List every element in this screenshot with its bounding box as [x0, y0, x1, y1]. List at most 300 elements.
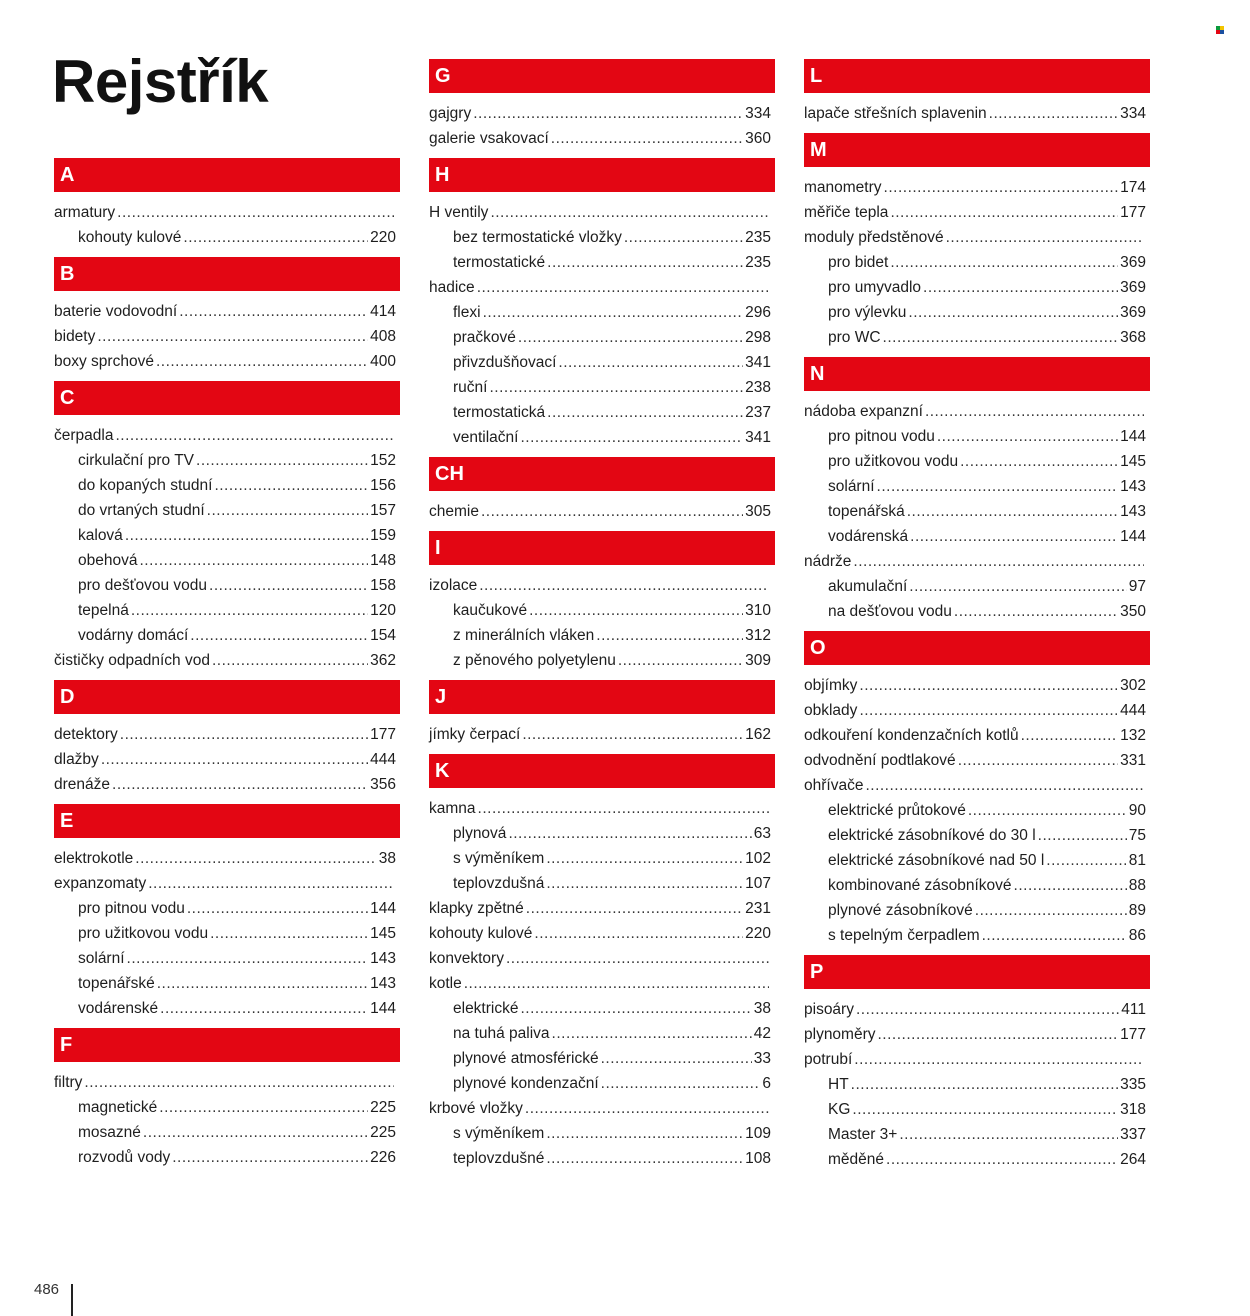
dot-leader — [112, 772, 368, 797]
index-entry — [429, 946, 775, 971]
index-entry — [429, 896, 775, 921]
dot-leader — [546, 1146, 743, 1171]
entry-label: HT — [828, 1076, 849, 1093]
entry-page-number: 143 — [1120, 478, 1146, 495]
entry-label: krbové vložky — [429, 1100, 523, 1117]
dot-leader — [923, 275, 1118, 300]
dot-leader — [518, 325, 743, 350]
dot-leader — [483, 300, 744, 325]
dot-leader — [854, 1047, 1144, 1072]
entry-label: kohouty kulové — [78, 229, 182, 246]
entry-label: plynové atmosférické — [453, 1050, 599, 1067]
entry-page-number: 102 — [745, 850, 771, 867]
index-subentry — [429, 1046, 775, 1071]
entry-label: detektory — [54, 726, 118, 743]
entry-label: kalová — [78, 527, 123, 544]
dot-leader — [937, 424, 1118, 449]
dot-leader — [618, 648, 743, 673]
index-entry — [804, 175, 1150, 200]
entry-label: teplovzdušná — [453, 875, 545, 892]
entry-label: drenáže — [54, 776, 111, 793]
dot-leader — [139, 548, 368, 573]
entry-label: baterie vodovodní — [54, 303, 178, 320]
dot-leader — [479, 573, 769, 598]
section-letter-heading: J — [429, 680, 775, 714]
index-section-ch — [429, 457, 775, 524]
dot-leader — [960, 449, 1118, 474]
index-subentry — [804, 923, 1150, 948]
entry-label: filtry — [54, 1074, 83, 1091]
index-entry — [429, 722, 775, 747]
entry-page-number: 312 — [745, 627, 771, 644]
index-entry — [54, 747, 400, 772]
entry-label: magnetické — [78, 1099, 158, 1116]
entry-label: izolace — [429, 577, 478, 594]
entry-label: pro umyvadlo — [828, 279, 922, 296]
index-entry — [804, 748, 1150, 773]
index-entry — [429, 1096, 775, 1121]
entry-page-number: 298 — [745, 329, 771, 346]
entry-page-number: 145 — [370, 925, 396, 942]
entry-label: odvodnění podtlakové — [804, 752, 956, 769]
dot-leader — [506, 946, 769, 971]
entry-page-number: 90 — [1128, 802, 1146, 819]
entry-page-number: 309 — [745, 652, 771, 669]
dot-leader — [975, 898, 1127, 923]
entry-page-number: 6 — [762, 1075, 771, 1092]
entry-label: rozvodů vody — [78, 1149, 171, 1166]
index-subentry — [429, 400, 775, 425]
dot-leader — [143, 1120, 368, 1145]
index-entry — [54, 871, 400, 896]
dot-leader — [120, 722, 368, 747]
entry-label: ohřívače — [804, 777, 864, 794]
index-subentry — [429, 425, 775, 450]
page-number: 486 — [34, 1281, 60, 1298]
entry-page-number: 318 — [1120, 1101, 1146, 1118]
dot-leader — [601, 1071, 761, 1096]
entry-label: elektrické zásobníkové do 30 l — [828, 827, 1036, 844]
entry-page-number: 75 — [1128, 827, 1146, 844]
entry-label: teplovzdušné — [453, 1150, 545, 1167]
index-entry — [804, 673, 1150, 698]
index-section-e — [54, 804, 400, 1021]
entry-page-number: 154 — [370, 627, 396, 644]
entry-page-number: 331 — [1120, 752, 1146, 769]
index-subentry — [804, 474, 1150, 499]
entry-label: hadice — [429, 279, 475, 296]
dot-leader — [890, 200, 1118, 225]
index-section-c — [54, 381, 400, 673]
dot-leader — [1046, 848, 1126, 873]
entry-page-number: 238 — [745, 379, 771, 396]
dot-leader — [214, 473, 368, 498]
dot-leader — [551, 126, 743, 151]
index-entry — [54, 299, 400, 324]
entry-label: armatury — [54, 204, 116, 221]
dot-leader — [1038, 823, 1127, 848]
entry-page-number: 310 — [745, 602, 771, 619]
entry-page-number: 414 — [370, 303, 396, 320]
entry-page-number: 334 — [745, 105, 771, 122]
entry-label: pro pitnou vodu — [828, 428, 935, 445]
entry-page-number: 334 — [1120, 105, 1146, 122]
dot-leader — [125, 523, 368, 548]
entry-page-number: 158 — [370, 577, 396, 594]
dot-leader — [958, 748, 1118, 773]
dot-leader — [982, 923, 1127, 948]
index-column-1 — [54, 158, 400, 1177]
entry-page-number: 411 — [1121, 1001, 1146, 1018]
index-entry — [429, 275, 775, 300]
index-subentry — [429, 325, 775, 350]
index-entry — [804, 101, 1150, 126]
dot-leader — [910, 524, 1118, 549]
entry-label: konvektory — [429, 950, 504, 967]
dot-leader — [852, 1097, 1118, 1122]
index-subentry — [54, 225, 400, 250]
dot-leader — [190, 623, 368, 648]
dot-leader — [558, 350, 743, 375]
dot-leader — [624, 225, 743, 250]
entry-label: elektrokotle — [54, 850, 134, 867]
dot-leader — [884, 175, 1119, 200]
entry-page-number: 157 — [370, 502, 396, 519]
entry-page-number: 225 — [370, 1099, 396, 1116]
entry-label: H ventily — [429, 204, 489, 221]
entry-page-number: 177 — [1120, 204, 1146, 221]
dot-leader — [183, 225, 368, 250]
entry-page-number: 174 — [1120, 179, 1146, 196]
index-entry — [804, 698, 1150, 723]
entry-label: do vrtaných studní — [78, 502, 205, 519]
index-subentry — [429, 350, 775, 375]
entry-label: odkouření kondenzačních kotlů — [804, 727, 1019, 744]
index-subentry — [429, 623, 775, 648]
index-subentry — [804, 250, 1150, 275]
entry-page-number: 108 — [745, 1150, 771, 1167]
index-subentry — [54, 523, 400, 548]
index-entry — [429, 573, 775, 598]
dot-leader — [859, 698, 1118, 723]
entry-label: plynové zásobníkové — [828, 902, 973, 919]
dot-leader — [601, 1046, 752, 1071]
index-subentry — [54, 946, 400, 971]
entry-label: potrubí — [804, 1051, 853, 1068]
dot-leader — [534, 921, 743, 946]
entry-label: vodárenská — [828, 528, 909, 545]
entry-page-number: 341 — [745, 429, 771, 446]
dot-leader — [546, 871, 743, 896]
entry-label: čističky odpadních vod — [54, 652, 210, 669]
dot-leader — [865, 773, 1144, 798]
entry-page-number: 337 — [1120, 1126, 1146, 1143]
entry-label: pro užitkovou vodu — [828, 453, 959, 470]
entry-page-number: 86 — [1128, 927, 1146, 944]
index-entry — [804, 1022, 1150, 1047]
entry-label: topenářské — [78, 975, 155, 992]
dot-leader — [157, 971, 368, 996]
index-section-g — [429, 59, 775, 151]
section-letter-heading: E — [54, 804, 400, 838]
entry-page-number: 81 — [1128, 852, 1146, 869]
index-section-h — [429, 158, 775, 450]
section-letter-heading: B — [54, 257, 400, 291]
entry-page-number: 264 — [1120, 1151, 1146, 1168]
index-subentry — [804, 499, 1150, 524]
dot-leader — [856, 997, 1119, 1022]
index-subentry — [804, 898, 1150, 923]
dot-leader — [968, 798, 1127, 823]
section-letter-heading: F — [54, 1028, 400, 1062]
entry-page-number: 38 — [753, 1000, 771, 1017]
entry-page-number: 42 — [753, 1025, 771, 1042]
dot-leader — [172, 1145, 368, 1170]
dot-leader — [1014, 873, 1127, 898]
index-entry — [429, 796, 775, 821]
index-subentry — [804, 599, 1150, 624]
section-letter-heading: D — [54, 680, 400, 714]
index-entry — [54, 648, 400, 673]
entry-label: solární — [78, 950, 125, 967]
entry-page-number: 144 — [370, 900, 396, 917]
index-subentry — [804, 1072, 1150, 1097]
index-entry — [54, 846, 400, 871]
entry-page-number: 132 — [1120, 727, 1146, 744]
index-subentry — [429, 1121, 775, 1146]
entry-page-number: 97 — [1128, 578, 1146, 595]
section-letter-heading: L — [804, 59, 1150, 93]
dot-leader — [520, 996, 751, 1021]
index-entry — [804, 723, 1150, 748]
section-letter-heading: C — [54, 381, 400, 415]
dot-leader — [207, 498, 368, 523]
entry-page-number: 145 — [1120, 453, 1146, 470]
index-subentry — [54, 1120, 400, 1145]
entry-page-number: 63 — [753, 825, 771, 842]
index-section-b — [54, 257, 400, 374]
index-subentry — [429, 1021, 775, 1046]
index-subentry — [54, 573, 400, 598]
entry-label: nádoba expanzní — [804, 403, 923, 420]
entry-label: plynové kondenzační — [453, 1075, 599, 1092]
entry-page-number: 350 — [1120, 603, 1146, 620]
index-section-l — [804, 59, 1150, 126]
index-subentry — [54, 548, 400, 573]
index-section-n — [804, 357, 1150, 624]
dot-leader — [473, 101, 743, 126]
entry-label: čerpadla — [54, 427, 114, 444]
section-letter-heading: O — [804, 631, 1150, 665]
index-entry — [804, 773, 1150, 798]
entry-page-number: 177 — [370, 726, 396, 743]
dot-leader — [101, 747, 368, 772]
index-subentry — [804, 1122, 1150, 1147]
entry-page-number: 444 — [370, 751, 396, 768]
dot-leader — [526, 896, 743, 921]
index-entry — [429, 126, 775, 151]
index-subentry — [429, 648, 775, 673]
dot-leader — [547, 400, 743, 425]
entry-page-number: 38 — [378, 850, 396, 867]
index-subentry — [54, 896, 400, 921]
dot-leader — [546, 1121, 743, 1146]
dot-leader — [209, 573, 368, 598]
dot-leader — [883, 325, 1119, 350]
dot-leader — [552, 1021, 752, 1046]
index-subentry — [429, 871, 775, 896]
entry-label: plynoměry — [804, 1026, 876, 1043]
section-letter-heading: G — [429, 59, 775, 93]
dot-leader — [477, 275, 769, 300]
dot-leader — [187, 896, 368, 921]
index-section-d — [54, 680, 400, 797]
entry-label: pisoáry — [804, 1001, 854, 1018]
entry-label: solární — [828, 478, 875, 495]
entry-label: topenářská — [828, 503, 905, 520]
dot-leader — [908, 300, 1118, 325]
index-entry — [804, 200, 1150, 225]
entry-page-number: 120 — [370, 602, 396, 619]
entry-page-number: 360 — [745, 130, 771, 147]
index-section-a — [54, 158, 400, 250]
entry-label: kohouty kulové — [429, 925, 533, 942]
entry-label: cirkulační pro TV — [78, 452, 195, 469]
index-section-k — [429, 754, 775, 1171]
entry-label: pro WC — [828, 329, 881, 346]
dot-leader — [547, 250, 743, 275]
index-subentry — [429, 225, 775, 250]
entry-label: kamna — [429, 800, 476, 817]
index-entry — [54, 1070, 400, 1095]
index-subentry — [429, 996, 775, 1021]
dot-leader — [489, 375, 743, 400]
entry-label: klapky zpětné — [429, 900, 524, 917]
entry-page-number: 144 — [1120, 528, 1146, 545]
entry-label: s tepelným čerpadlem — [828, 927, 980, 944]
index-subentry — [429, 300, 775, 325]
dot-leader — [520, 425, 743, 450]
entry-page-number: 341 — [745, 354, 771, 371]
entry-label: nádrže — [804, 553, 852, 570]
entry-page-number: 226 — [370, 1149, 396, 1166]
index-subentry — [804, 1097, 1150, 1122]
entry-page-number: 89 — [1128, 902, 1146, 919]
index-subentry — [54, 498, 400, 523]
index-subentry — [54, 996, 400, 1021]
entry-label: vodárenské — [78, 1000, 159, 1017]
index-section-m — [804, 133, 1150, 350]
entry-label: měřiče tepla — [804, 204, 889, 221]
section-letter-heading: P — [804, 955, 1150, 989]
dot-leader — [925, 399, 1144, 424]
entry-label: plynová — [453, 825, 507, 842]
entry-label: elektrické — [453, 1000, 519, 1017]
footer-divider — [71, 1284, 73, 1316]
entry-label: na dešťovou vodu — [828, 603, 952, 620]
index-subentry — [804, 325, 1150, 350]
section-letter-heading: K — [429, 754, 775, 788]
index-section-o — [804, 631, 1150, 948]
entry-label: z minerálních vláken — [453, 627, 595, 644]
entry-page-number: 400 — [370, 353, 396, 370]
dot-leader — [212, 648, 368, 673]
index-subentry — [54, 1095, 400, 1120]
entry-label: dlažby — [54, 751, 99, 768]
index-subentry — [804, 798, 1150, 823]
index-subentry — [429, 375, 775, 400]
entry-page-number: 302 — [1120, 677, 1146, 694]
dot-leader — [907, 499, 1118, 524]
index-subentry — [804, 524, 1150, 549]
dot-leader — [160, 996, 368, 1021]
entry-page-number: 144 — [370, 1000, 396, 1017]
entry-label: ruční — [453, 379, 488, 396]
index-subentry — [804, 424, 1150, 449]
index-subentry — [804, 300, 1150, 325]
entry-page-number: 235 — [745, 229, 771, 246]
entry-label: pro dešťovou vodu — [78, 577, 208, 594]
entry-label: manometry — [804, 179, 882, 196]
dot-leader — [596, 623, 743, 648]
entry-label: tepelná — [78, 602, 129, 619]
dot-leader — [853, 549, 1144, 574]
entry-label: galerie vsakovací — [429, 130, 549, 147]
index-entry — [804, 549, 1150, 574]
entry-page-number: 368 — [1120, 329, 1146, 346]
entry-page-number: 107 — [745, 875, 771, 892]
index-section-f — [54, 1028, 400, 1170]
entry-label: mosazné — [78, 1124, 141, 1141]
dot-leader — [490, 200, 769, 225]
index-subentry — [804, 1147, 1150, 1172]
entry-label: objímky — [804, 677, 858, 694]
dot-leader — [464, 971, 769, 996]
index-entry — [54, 349, 400, 374]
index-subentry — [429, 821, 775, 846]
dot-leader — [210, 921, 368, 946]
entry-label: KG — [828, 1101, 851, 1118]
index-subentry — [54, 473, 400, 498]
section-letter-heading: A — [54, 158, 400, 192]
index-subentry — [429, 598, 775, 623]
entry-page-number: 177 — [1120, 1026, 1146, 1043]
index-subentry — [429, 1146, 775, 1171]
dot-leader — [529, 598, 743, 623]
entry-page-number: 88 — [1128, 877, 1146, 894]
entry-page-number: 143 — [370, 975, 396, 992]
entry-page-number: 444 — [1120, 702, 1146, 719]
section-letter-heading: M — [804, 133, 1150, 167]
index-subentry — [804, 449, 1150, 474]
entry-label: gajgry — [429, 105, 472, 122]
entry-label: elektrické průtokové — [828, 802, 966, 819]
dot-leader — [117, 200, 394, 225]
entry-label: pračkové — [453, 329, 516, 346]
index-entry — [429, 200, 775, 225]
index-entry — [804, 399, 1150, 424]
index-entry — [54, 722, 400, 747]
entry-label: ventilační — [453, 429, 519, 446]
index-entry — [54, 772, 400, 797]
index-entry — [804, 997, 1150, 1022]
dot-leader — [1021, 723, 1119, 748]
entry-label: elektrické zásobníkové nad 50 l — [828, 852, 1045, 869]
index-subentry — [804, 848, 1150, 873]
dot-leader — [135, 846, 376, 871]
dot-leader — [196, 448, 368, 473]
entry-label: z pěnového polyetylenu — [453, 652, 616, 669]
